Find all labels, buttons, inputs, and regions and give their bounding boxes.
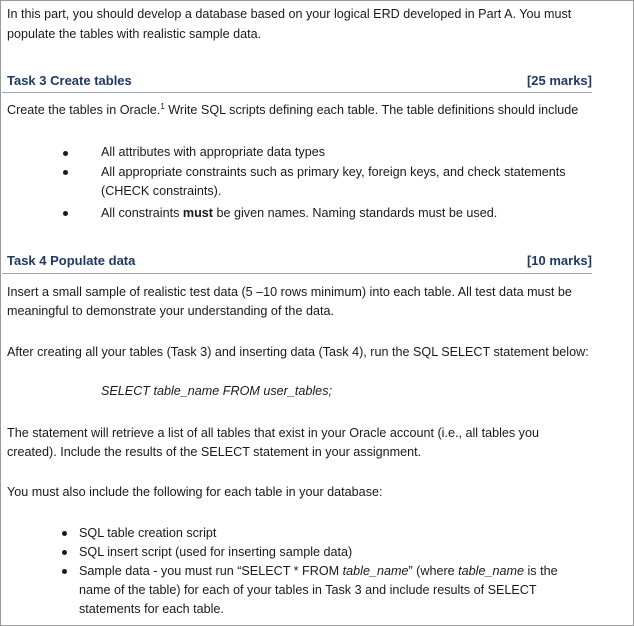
task3-bullet-2-line-2: (CHECK constraints). <box>101 184 222 198</box>
task3-b3-bold: must <box>182 206 213 220</box>
after-creating-line: After creating all your tables (Task 3) and inserting data (Task 4), run the SQL SELECT statement below: <box>7 345 589 359</box>
task3-b3-post: be given names. Naming standards must be used. <box>212 206 498 220</box>
statement-line-1: The statement will retrieve a list of all tables that exist in your Oracle account (i.e., all tables you <box>7 426 539 440</box>
task3-description <box>7 101 578 119</box>
include-bullet-1: SQL table creation script <box>79 526 217 540</box>
task3-desc-b: Write SQL scripts defining each table. The table definitions should include <box>164 103 579 117</box>
include-intro: You must also include the following for each table in your database: <box>7 485 383 499</box>
statement-line-2: created). Include the results of the SELECT statement in your assignment. <box>7 445 422 459</box>
bullet-dot <box>63 170 68 175</box>
include-bullet-3-line-3: statements for each table. <box>79 602 224 616</box>
b3-b: ” (where <box>408 564 459 578</box>
bullet-dot <box>63 211 68 216</box>
include-bullet-3-line-2: name of the table) for each of your tables in Task 3 and include results of SELECT <box>79 583 537 597</box>
task3-b3-pre: All constraints <box>101 206 183 220</box>
bullet-dot <box>62 531 67 536</box>
bullet-dot <box>62 550 67 555</box>
b3-italic-2: table_name <box>458 564 524 578</box>
task4-title: Task 4 Populate data <box>7 253 136 268</box>
task3-bullet-3 <box>101 204 497 222</box>
intro-line-2: populate the tables with realistic sample data. <box>7 27 262 41</box>
b3-a: Sample data - you must run “SELECT * FROM <box>79 564 343 578</box>
task3-desc-a: Create the tables in Oracle. <box>7 103 161 117</box>
task4-desc-line-1: Insert a small sample of realistic test data (5 –10 rows minimum) into each table. All test data must be <box>7 285 572 299</box>
include-bullet-2: SQL insert script (used for inserting sample data) <box>79 545 353 559</box>
sql-select-statement: SELECT table_name FROM user_tables; <box>101 384 332 398</box>
bullet-dot <box>62 569 67 574</box>
intro-line-1: In this part, you should develop a database based on your logical ERD developed in Part A. You must <box>7 7 572 21</box>
task3-marks: [25 marks] <box>526 73 592 88</box>
task3-rule <box>2 92 592 93</box>
b3-c: is the <box>523 564 558 578</box>
task4-rule <box>2 273 592 274</box>
b3-italic-1: table_name <box>342 564 409 578</box>
task3-bullet-2-line-1: All appropriate constraints such as primary key, foreign keys, and check statements <box>101 165 566 179</box>
task3-title: Task 3 Create tables <box>7 73 132 88</box>
footnote-marker: 1 <box>160 101 165 111</box>
task3-bullet-1: All attributes with appropriate data types <box>101 145 326 159</box>
task4-desc-line-2: meaningful to demonstrate your understanding of the data. <box>7 304 334 318</box>
include-bullet-3-line-1 <box>79 562 558 580</box>
task4-marks: [10 marks] <box>526 253 592 268</box>
bullet-dot <box>63 151 68 156</box>
